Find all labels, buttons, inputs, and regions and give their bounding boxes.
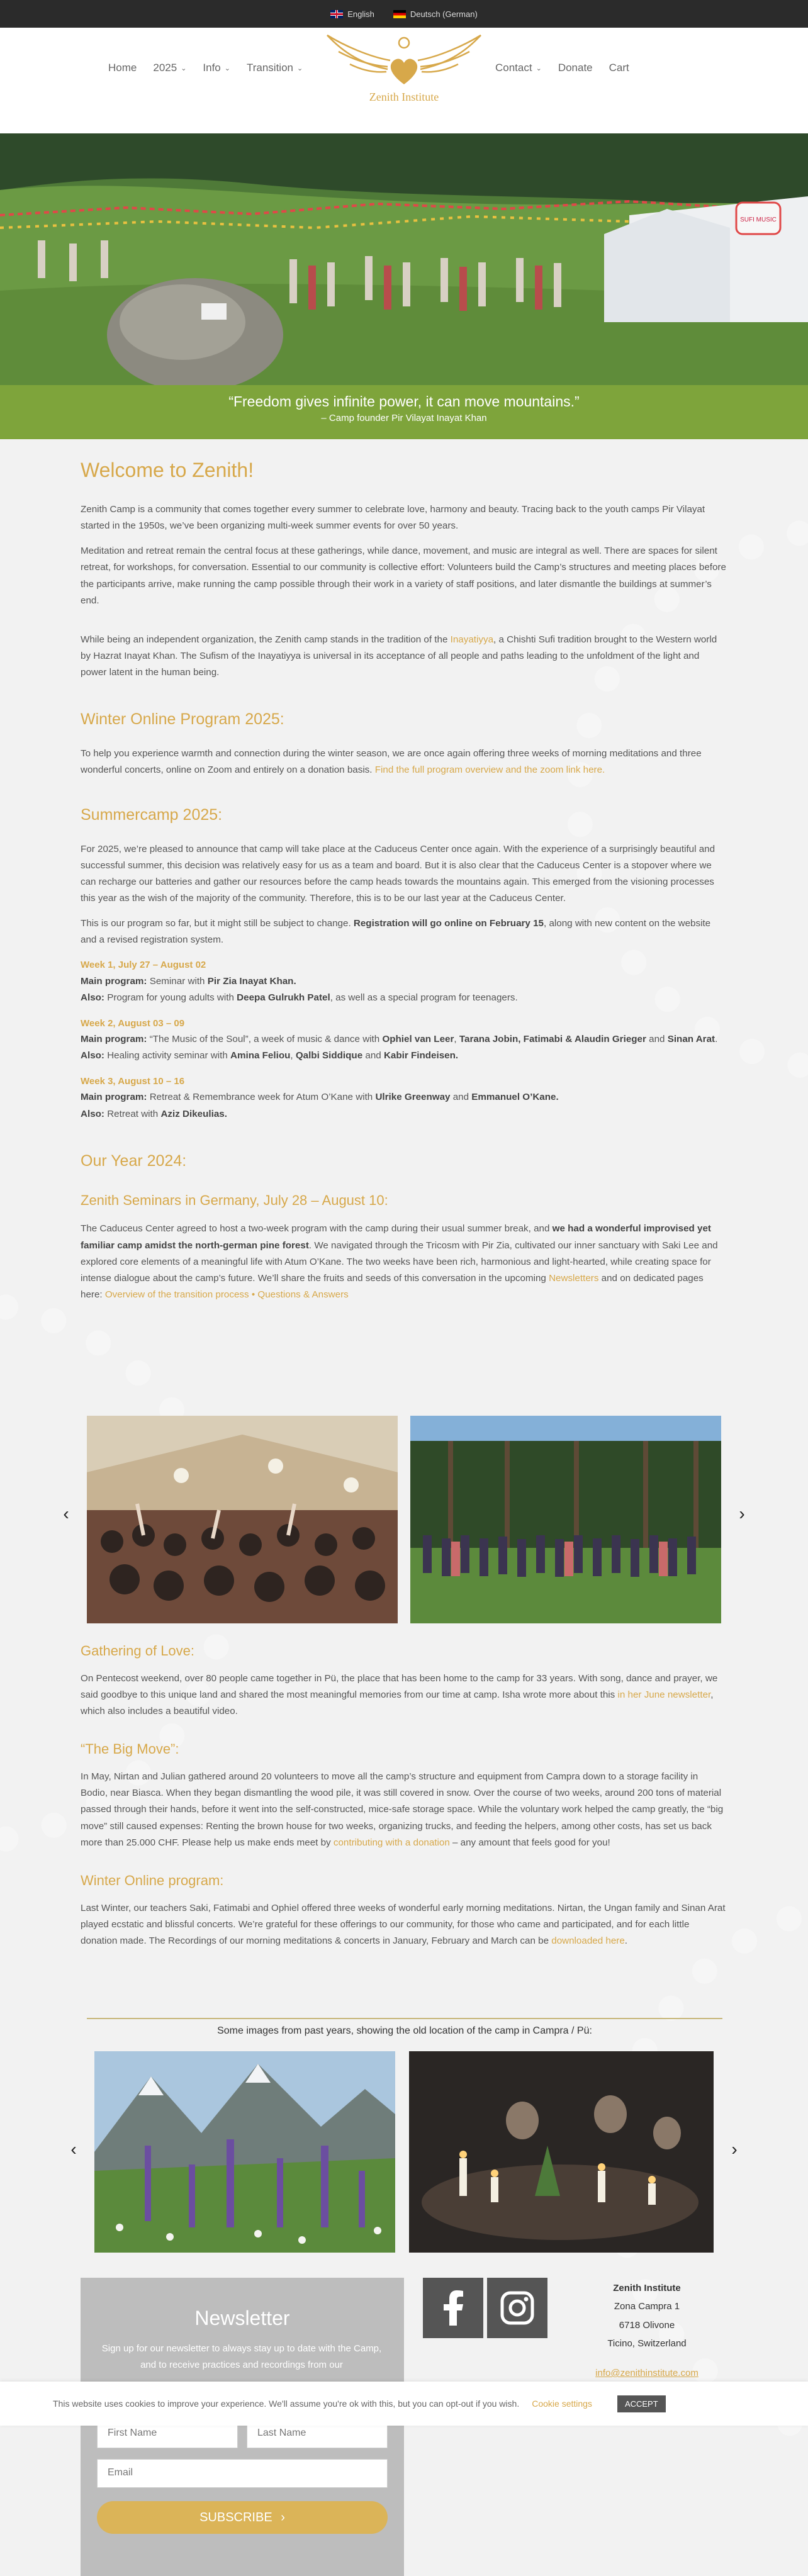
inayatiyya-link[interactable]: Inayatiyya [450, 634, 494, 645]
first-name-field[interactable]: First Name [97, 2419, 238, 2448]
cookie-accept-button[interactable]: ACCEPT [617, 2395, 666, 2412]
main-nav-left [108, 62, 303, 74]
quote-text: “Freedom gives infinite power, it can move mountains.” [228, 393, 580, 410]
winter-program-heading: Winter Online Program 2025: [81, 710, 284, 729]
cookie-settings-link[interactable]: Cookie settings [532, 2399, 592, 2409]
highlight-text: we had a wonderful improvised yet familiar camp amidst the north-german pine forest [81, 1223, 711, 1251]
address-line: Ticino, Switzerland [607, 2338, 687, 2349]
nav-label: Info [203, 62, 221, 74]
label: Main program: [81, 1034, 147, 1045]
text: Healing activity seminar with [104, 1050, 231, 1061]
separator: • [249, 1289, 258, 1301]
last-name-field[interactable]: Last Name [247, 2419, 388, 2448]
teacher-name: Sinan Arat [667, 1034, 715, 1045]
facebook-button[interactable] [423, 2278, 483, 2338]
teacher-name: Qalbi Siddique [295, 1050, 363, 1061]
text: and [362, 1050, 384, 1061]
seminars-paragraph [81, 1221, 727, 1303]
seminar-hall-photo [87, 1416, 398, 1623]
cookie-text: This website uses cookies to improve your experience. We'll assume you're ok with this, but you can opt-out if you wish. [53, 2399, 520, 2409]
text: , [290, 1050, 296, 1061]
language-bar [0, 0, 808, 28]
slider-prev-arrow-icon[interactable]: ‹ [63, 1504, 69, 1523]
label: Also: [81, 992, 104, 1004]
site-header [0, 28, 808, 133]
winter-online-paragraph [81, 1900, 727, 1949]
week-2-block [81, 1016, 727, 1065]
nav-item-2025[interactable] [153, 62, 186, 74]
hero-image [0, 133, 808, 385]
text: To help you experience warmth and connection during the winter season, we are once again offering three weeks of morning meditations and three wonderful concerts, online on Zoom and entirely on a donation basis. [81, 748, 702, 776]
week-also [81, 990, 727, 1006]
email-link[interactable]: info@zenithinstitute.com [595, 2368, 699, 2378]
image-slider-past [70, 2051, 738, 2253]
nav-label: Donate [558, 62, 593, 74]
welcome-heading: Welcome to Zenith! [81, 459, 254, 481]
text: Last Winter, our teachers Saki, Fatimabi and Ophiel offered three weeks of wonderful early morning meditations. Nirtan, the Ungan family and Sinan Arat played ecstatic and blissful concerts. We’re grateful for these offerings to our community, for those who came and participated, and for each little donation made. The Recordings of our morning meditations & concerts in January, February and March can be [81, 1902, 726, 1946]
nav-item-cart[interactable] [609, 62, 629, 74]
main-nav-right [495, 62, 629, 74]
questions-answers-link[interactable]: Questions & Answers [257, 1289, 349, 1301]
subscribe-button[interactable] [97, 2501, 388, 2534]
winter-program-link[interactable]: Find the full program overview and the zoom link here. [374, 764, 605, 776]
summercamp-heading: Summercamp 2025: [81, 805, 223, 824]
nav-item-info[interactable] [203, 62, 230, 74]
week-also [81, 1106, 727, 1123]
slider-next-arrow-icon[interactable]: › [739, 1504, 745, 1523]
uk-flag-icon [330, 10, 343, 18]
teacher-name: Ophiel van Leer [382, 1034, 454, 1045]
nav-item-contact[interactable] [495, 62, 542, 74]
newsletter-description: Sign up for our newsletter to always stay up to date with the Camp, and to receive practices and recordings from our [101, 2343, 382, 2370]
nav-label: Contact [495, 62, 532, 74]
text: , [454, 1034, 459, 1045]
newsletters-link[interactable]: Newsletters [549, 1272, 599, 1284]
winter-online-heading: Winter Online program: [81, 1872, 224, 1888]
logo-text: Zenith Institute [369, 91, 439, 103]
text: , which also includes a beautiful video. [81, 1689, 714, 1717]
german-flag-icon [393, 10, 406, 18]
label: Main program: [81, 976, 147, 987]
june-newsletter-link[interactable]: in her June newsletter [617, 1689, 711, 1700]
address-line: 6718 Olivone [619, 2319, 675, 2331]
language-label: Deutsch (German) [410, 9, 478, 19]
teacher-name: Deepa Gulrukh Patel [237, 992, 330, 1004]
chevron-down-icon: ⌄ [224, 64, 230, 72]
label: Also: [81, 1108, 104, 1119]
summercamp-paragraph: For 2025, we’re pleased to announce that camp will take place at the Caduceus Center once again. With the experience of a surprisingly beautiful and successful summer, this decision was relatively easy for us as a team and board. But it is also clear that the Caduceus Center is a stopover where we can recharge our batteries and gather our resources before the camp heads towards the mountains again. This emerged from the visioning processes this year as the wish of the majority of the community. Therefore, this is to be our last year at the Caduceus Center. [81, 843, 715, 904]
past-images-caption: Some images from past years, showing the old location of the camp in Campra / Pü: [87, 2018, 722, 2037]
org-name: Zenith Institute [613, 2283, 681, 2293]
text: “The Music of the Soul”, a week of music & dance with [147, 1034, 383, 1045]
main-content [81, 453, 727, 1312]
newsletter-title: Newsletter [194, 2307, 290, 2329]
language-german-link[interactable] [393, 9, 478, 19]
text: Program for young adults with [104, 992, 237, 1004]
text: Retreat & Remembrance week for Atum O’Kane with [147, 1092, 376, 1103]
facebook-icon [440, 2290, 466, 2326]
text: and [450, 1092, 472, 1103]
text: Retreat with [104, 1108, 161, 1119]
seminars-heading: Zenith Seminars in Germany, July 28 – August 10: [81, 1192, 388, 1208]
welcome-paragraph [81, 632, 727, 681]
winged-heart-logo-icon [325, 31, 483, 92]
week-title: Week 3, August 10 – 16 [81, 1075, 185, 1087]
winter-paragraph [81, 746, 727, 778]
text: , a Chishti Sufi tradition brought to the Western world by Hazrat Inayat Khan. The Sufism of the Inayatiyya is universal in its acceptance of all people and paths leading to the unfoldment of the light and power latent in the human being. [81, 634, 717, 678]
text: Seminar with [147, 976, 208, 987]
text: – any amount that feels good for you! [449, 1837, 610, 1848]
week-title: Week 2, August 03 – 09 [81, 1017, 185, 1029]
teacher-name: Kabir Findeisen. [383, 1050, 459, 1061]
week-1-block [81, 957, 727, 1006]
week-also [81, 1048, 727, 1064]
image-slider-2024 [63, 1416, 745, 1623]
donation-link[interactable]: contributing with a donation [333, 1837, 450, 1848]
nav-item-donate[interactable] [558, 62, 593, 74]
nav-label: Home [108, 62, 137, 74]
registration-date: Registration will go online on February 15 [353, 918, 544, 929]
text: This is our program so far, but it might still be subject to change. [81, 918, 354, 929]
week-main-program [81, 1089, 727, 1106]
welcome-paragraph: Meditation and retreat remain the central focus at these gatherings, while dance, movement, and music are integral as well. There are spaces for silent retreat, for workshops, for conversation. Essential to our community is collective effort: Volunteers build the Camp’s structures and meeting places before the participants arrive, make running the camp possible through their work in a variety of staff positions, and later dismantle the buildings at summer’s end. [81, 546, 726, 606]
teacher-name: Aziz Dikeulias. [160, 1108, 227, 1119]
transition-overview-link[interactable]: Overview of the transition process [104, 1289, 249, 1301]
chevron-down-icon: ⌄ [297, 64, 303, 72]
main-content-continued [81, 1639, 727, 1958]
teacher-name: Pir Zia Inayat Khan. [207, 976, 296, 987]
slider-prev-arrow-icon[interactable]: ‹ [70, 2139, 77, 2159]
quote-attribution: – Camp founder Pir Vilayat Inayat Khan [321, 413, 487, 423]
big-move-heading: “The Big Move”: [81, 1741, 179, 1757]
teacher-name: Tarana Jobin, Fatimabi & Alaudin Grieger [459, 1034, 646, 1045]
text: and [646, 1034, 668, 1045]
year-2024-heading: Our Year 2024: [81, 1151, 187, 1170]
text: , along with new content on the website and a revised registration system. [81, 918, 711, 946]
teacher-name: Amina Feliou [230, 1050, 291, 1061]
text: , as well as a special program for teenagers. [330, 992, 518, 1004]
nav-label: 2025 [153, 62, 177, 74]
nav-label: Cart [609, 62, 629, 74]
quote-banner [0, 385, 808, 439]
candlelight-photo [409, 2051, 714, 2253]
address-line: Zona Campra 1 [614, 2301, 680, 2312]
big-move-paragraph [81, 1769, 727, 1851]
slider-next-arrow-icon[interactable]: › [731, 2139, 738, 2159]
text: . We navigated through the Tricosm with Pir Zia, cultivated our inner sanctuary with Saki Lee and explored core elements of a meaningful life with Atum O’Kane. The two weeks have been rich, harmonious and light-hearted, while creating space for intense dialogue about the camp’s future. We’ll share the fruits and seeds of this conversation in the upcoming [81, 1240, 718, 1284]
gathering-heading: Gathering of Love: [81, 1643, 195, 1659]
week-main-program [81, 1031, 727, 1048]
text: . [715, 1034, 718, 1045]
site-logo[interactable] [325, 31, 483, 107]
teacher-name: Emmanuel O’Kane. [471, 1092, 559, 1103]
teacher-name: Ulrike Greenway [375, 1092, 451, 1103]
week-main-program [81, 973, 727, 990]
instagram-icon [500, 2290, 535, 2326]
nav-item-home[interactable] [108, 62, 137, 74]
welcome-paragraph: Zenith Camp is a community that comes together every summer to celebrate love, harmony and beauty. Tracing back to the youth camps Pir Vilayat started in the 1950s, we’ve been organizing multi-week summer events for over 50 years. [81, 504, 705, 532]
nav-label: Transition [246, 62, 293, 74]
alpine-flowers-photo [94, 2051, 395, 2253]
subscribe-label: SUBSCRIBE [199, 2511, 272, 2524]
text: . [624, 1935, 628, 1946]
nav-item-transition[interactable] [247, 62, 303, 74]
text: and on dedicated pages here: [81, 1272, 704, 1301]
email-field[interactable]: Email [97, 2459, 388, 2488]
language-label: English [347, 9, 374, 19]
contact-address [565, 2279, 729, 2382]
text: The Caduceus Center agreed to host a two-week program with the camp during their usual summer break, and [81, 1223, 553, 1235]
recordings-download-link[interactable]: downloaded here [551, 1935, 625, 1946]
gathering-paragraph [81, 1671, 727, 1720]
hero-banner-text: SUFI MUSIC [740, 216, 777, 223]
summercamp-paragraph [81, 916, 727, 948]
text: While being an independent organization, the Zenith camp stands in the tradition of the [81, 634, 451, 645]
week-title: Week 1, July 27 – August 02 [81, 960, 206, 971]
chevron-down-icon: ⌄ [536, 64, 542, 72]
label: Main program: [81, 1092, 147, 1103]
instagram-button[interactable] [487, 2278, 547, 2338]
text: On Pentecost weekend, over 80 people came together in Pü, the place that has been home to the camp for 33 years. With song, dance and prayer, we said goodbye to this unique land and shared the most meaningful memories from our time at camp. Isha wrote more about this [81, 1672, 718, 1700]
text: In May, Nirtan and Julian gathered around 20 volunteers to move all the camp’s structure and equipment from Campra down to a storage facility in Bodio, near Biasca. When they began dismantling the wood pile, it was still covered in snow. Over the course of two weeks, around 200 tons of material passed through their hands, before it went into the self-constructed, mice-safe storage space. While the voluntary work helped the camp greatly, the “big move” still caused expenses: Renting the brown house for two weeks, organizing trucks, and feeding the helpers, among other costs, has set us back more than 25.000 CHF. Please help us make ends meet by [81, 1771, 724, 1848]
forest-gathering-photo [410, 1416, 721, 1623]
chevron-right-icon: › [281, 2511, 285, 2524]
week-3-block [81, 1073, 727, 1123]
label: Also: [81, 1050, 104, 1061]
chevron-down-icon: ⌄ [181, 64, 187, 72]
language-english-link[interactable] [330, 9, 374, 19]
cookie-consent-bar [0, 2382, 808, 2426]
